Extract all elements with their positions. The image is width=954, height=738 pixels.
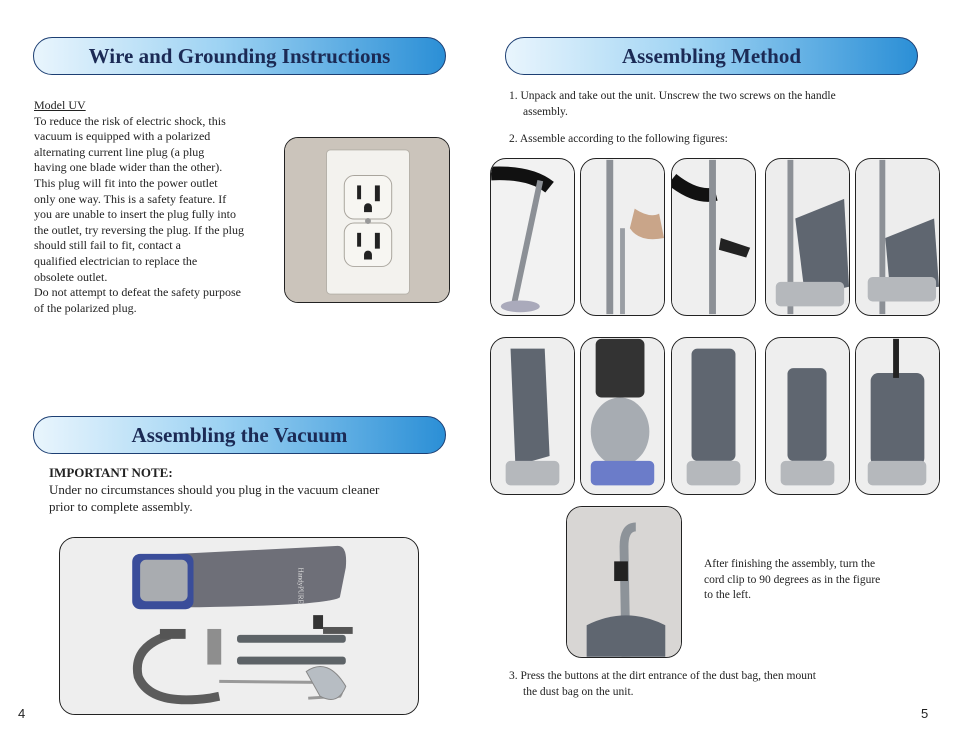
assembling-vacuum-title: Assembling the Vacuum [131,422,348,447]
assembly-figure-5 [855,158,940,316]
assembling-vacuum-header [33,416,446,454]
finish-note [704,557,924,604]
wire-instructions-text [34,98,279,316]
step-2-text: 2. Assemble according to the following figures: [509,133,728,145]
step1-line: assembly. [523,105,568,118]
wire-grounding-header [33,37,446,75]
assembly-figure-3 [671,158,756,316]
wire-line: qualified electrician to replace the [34,253,198,268]
model-label: Model UV [34,98,86,112]
note-heading: IMPORTANT NOTE: [49,465,173,480]
assembly-figure-10 [855,337,940,495]
wire-line: should still fail to fit, contact a [34,238,181,253]
page-number-right: 5 [921,706,929,721]
page-number-left: 4 [18,706,26,721]
step1-line: 1. Unpack and take out the unit. Unscrew the two screws on the handle [509,90,836,102]
note-line: Under no circumstances should you plug in the vacuum cleaner [49,482,380,497]
vacuum-parts-photo [59,537,419,715]
wire-line: of the polarized plug. [34,300,137,315]
assembly-figure-2 [580,158,665,316]
wire-line: obsolete outlet. [34,269,108,284]
assembling-method-title: Assembling Method [621,43,802,68]
wire-grounding-title: Wire and Grounding Instructions [88,43,391,68]
outlet-photo [284,137,450,303]
assembly-figure-1 [490,158,575,316]
wire-line: you are unable to insert the plug fully into [34,207,236,222]
finish-line: cord clip to 90 degrees as in the figure [704,573,881,586]
wire-line: To reduce the risk of electric shock, this [34,113,226,128]
assembly-figure-9 [765,337,850,495]
note-line: prior to complete assembly. [49,499,193,514]
bag-brand-label: HandyPURE [296,567,304,604]
important-note [49,464,429,515]
wire-line: alternating current line plug (a plug [34,144,205,159]
wire-line: having one blade wider than the other). [34,160,223,175]
finish-line: to the left. [704,589,751,602]
step3-line: 3. Press the buttons at the dirt entrance of the dust bag, then mount [509,670,816,682]
assembling-method-header [505,37,918,75]
wire-line: vacuum is equipped with a polarized [34,129,211,144]
wire-line: This plug will fit into the power outlet [34,175,218,190]
wire-line: the outlet, try reversing the plug. If the plug [34,222,244,237]
step-1-text [509,89,909,120]
assembly-figure-6 [490,337,575,495]
cord-clip-figure [566,506,682,658]
assembly-figure-7 [580,337,665,495]
wire-line: only one way. This is a safety feature. If [34,191,227,206]
step-3-text [509,669,909,700]
assembly-figure-8 [671,337,756,495]
finish-line: After finishing the assembly, turn the [704,558,876,570]
wire-line: Do not attempt to defeat the safety purpose [34,285,241,300]
assembly-figure-4 [765,158,850,316]
step3-line: the dust bag on the unit. [523,685,634,698]
